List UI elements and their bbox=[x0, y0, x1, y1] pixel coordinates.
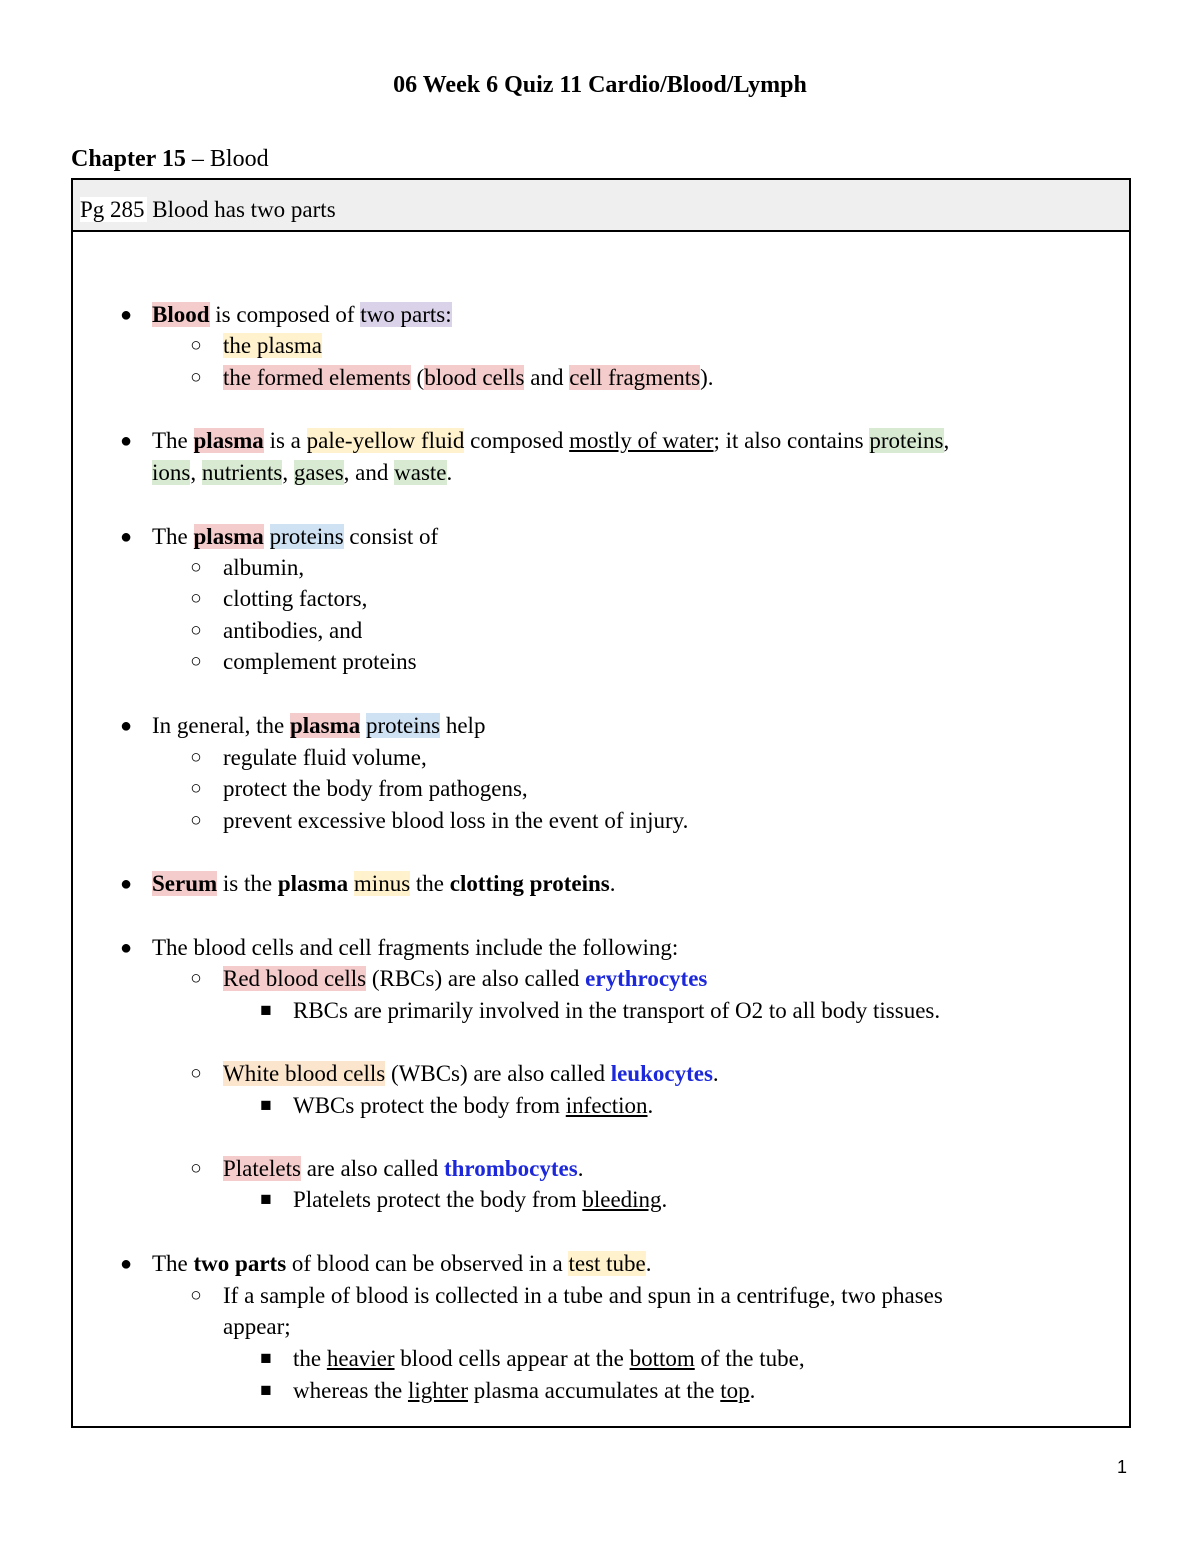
bullet-circle-icon: ○ bbox=[190, 335, 202, 356]
bullet-disc-icon: ● bbox=[119, 304, 133, 326]
bullet-circle-icon: ○ bbox=[190, 651, 202, 672]
list-item: ○ albumin, bbox=[223, 553, 304, 583]
bullet-circle-icon: ○ bbox=[190, 557, 202, 578]
list-item: ■ the heavier blood cells appear at the bottom of the tube, bbox=[293, 1344, 805, 1374]
notes-box bbox=[71, 178, 1131, 1428]
list-item: ■ whereas the lighter plasma accumulates at the top. bbox=[293, 1376, 755, 1406]
chapter-label: Chapter 15 bbox=[71, 146, 186, 172]
bullet-disc-icon: ● bbox=[119, 1253, 133, 1275]
list-item: ○ clotting factors, bbox=[223, 584, 367, 614]
bullet-disc-icon: ● bbox=[119, 430, 133, 452]
page-reference: Pg 285 bbox=[80, 197, 145, 222]
box-header bbox=[73, 180, 1129, 232]
list-item: ■ RBCs are primarily involved in the transport of O2 to all body tissues. bbox=[293, 996, 940, 1026]
list-item: ○ prevent excessive blood loss in the event of injury. bbox=[223, 806, 688, 836]
bullet-square-icon: ■ bbox=[260, 1348, 272, 1369]
bullet-circle-icon: ○ bbox=[190, 968, 202, 989]
list-item: ○ White blood cells (WBCs) are also called leukocytes. bbox=[223, 1059, 719, 1089]
list-item: ■ WBCs protect the body from infection. bbox=[293, 1091, 653, 1121]
bullet-circle-icon: ○ bbox=[190, 620, 202, 641]
bullet-disc-icon: ● bbox=[119, 526, 133, 548]
chapter-heading bbox=[71, 146, 269, 173]
page-number: 1 bbox=[1117, 1457, 1128, 1477]
list-item: ● The plasma proteins consist of bbox=[152, 522, 438, 552]
bullet-circle-icon: ○ bbox=[190, 810, 202, 831]
list-item: ● The plasma is a pale-yellow fluid composed mostly of water; it also contains proteins, bbox=[152, 426, 949, 456]
bullet-circle-icon: ○ bbox=[190, 367, 202, 388]
box-heading: Blood has two parts bbox=[146, 197, 336, 222]
bullet-circle-icon: ○ bbox=[190, 747, 202, 768]
list-item: ○ complement proteins bbox=[223, 647, 417, 677]
list-item: ○ regulate fluid volume, bbox=[223, 743, 427, 773]
list-item: ○ Platelets are also called thrombocytes. bbox=[223, 1154, 583, 1184]
bullet-circle-icon: ○ bbox=[190, 588, 202, 609]
document-title: 06 Week 6 Quiz 11 Cardio/Blood/Lymph bbox=[393, 72, 807, 98]
bullet-square-icon: ■ bbox=[260, 1189, 272, 1210]
bullet-disc-icon: ● bbox=[119, 937, 133, 959]
bullet-circle-icon: ○ bbox=[190, 1285, 202, 1306]
bullet-square-icon: ■ bbox=[260, 1380, 272, 1401]
list-item: ● Blood is composed of two parts: bbox=[152, 300, 452, 330]
bullet-disc-icon: ● bbox=[119, 873, 133, 895]
bullet-square-icon: ■ bbox=[260, 1000, 272, 1021]
bullet-circle-icon: ○ bbox=[190, 778, 202, 799]
list-item: ● Serum is the plasma minus the clotting proteins. bbox=[152, 869, 615, 899]
list-item: ■ Platelets protect the body from bleeding. bbox=[293, 1185, 667, 1215]
list-item: ● The two parts of blood can be observed in a test tube. bbox=[152, 1249, 652, 1279]
bullet-circle-icon: ○ bbox=[190, 1158, 202, 1179]
list-item-continuation: appear; bbox=[223, 1314, 291, 1339]
list-item: ● The blood cells and cell fragments include the following: bbox=[152, 933, 678, 963]
bullet-disc-icon: ● bbox=[119, 715, 133, 737]
list-item: ○ protect the body from pathogens, bbox=[223, 774, 528, 804]
bullet-circle-icon: ○ bbox=[190, 1063, 202, 1084]
list-item: ○ antibodies, and bbox=[223, 616, 362, 646]
list-item: ○ the plasma bbox=[223, 331, 322, 361]
bullet-square-icon: ■ bbox=[260, 1095, 272, 1116]
chapter-name: Blood bbox=[209, 146, 269, 172]
list-item: ● In general, the plasma proteins help bbox=[152, 711, 485, 741]
list-item: ○ Red blood cells (RBCs) are also called erythrocytes bbox=[223, 964, 707, 994]
list-item: ○ the formed elements (blood cells and cell fragments). bbox=[223, 363, 714, 393]
list-item-continuation: ions, nutrients, gases, and waste. bbox=[152, 460, 453, 485]
list-item: ○ If a sample of blood is collected in a tube and spun in a centrifuge, two phases bbox=[223, 1281, 943, 1311]
chapter-separator: – bbox=[185, 146, 210, 172]
